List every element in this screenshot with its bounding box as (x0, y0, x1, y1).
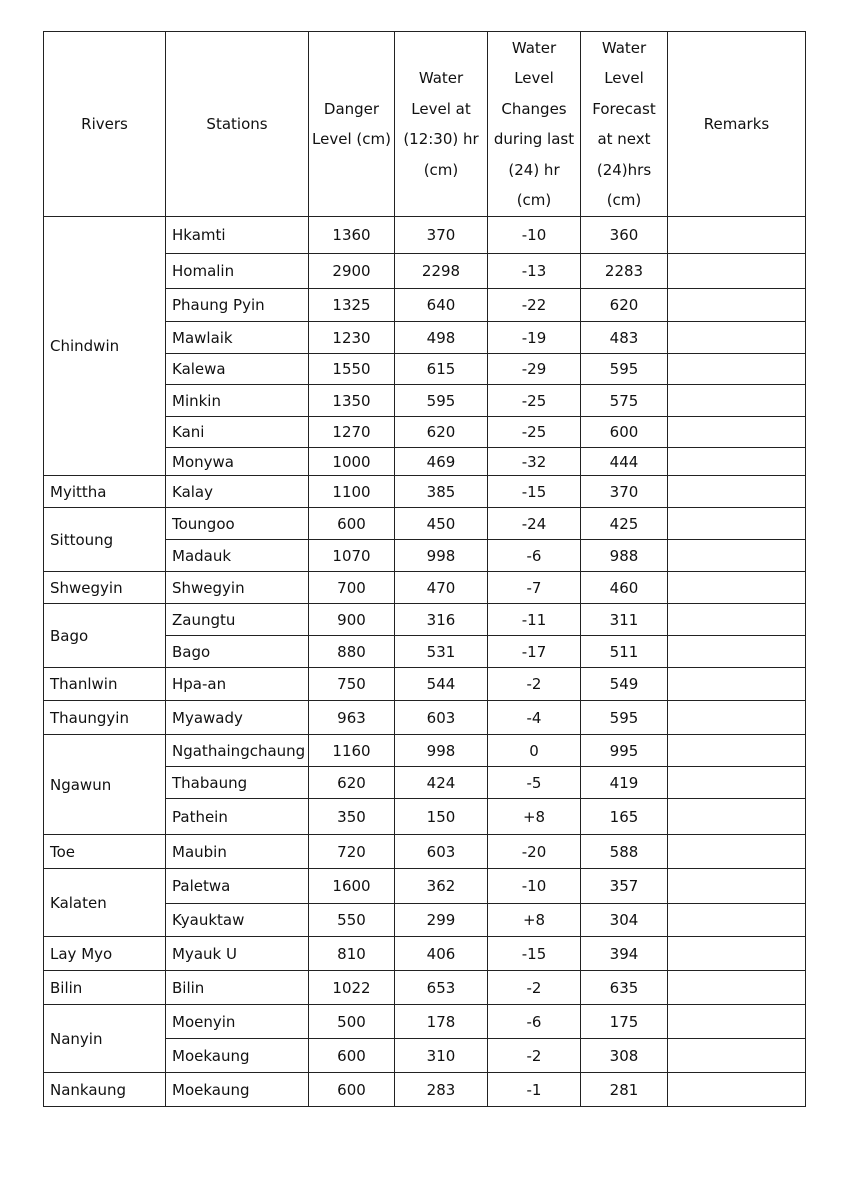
water-level-cell: 2298 (395, 254, 488, 289)
water-level-cell: 469 (395, 448, 488, 476)
station-cell: Bilin (166, 971, 309, 1005)
water-level-cell: 150 (395, 799, 488, 835)
station-cell: Moekaung (166, 1073, 309, 1107)
danger-level-cell: 600 (309, 508, 395, 540)
header-level-changes: Water Level Changes during last (24) hr (cm) (488, 32, 581, 217)
level-change-cell: -17 (488, 636, 581, 668)
level-change-cell: -11 (488, 604, 581, 636)
header-danger-level: Danger Level (cm) (309, 32, 395, 217)
level-change-cell: -6 (488, 540, 581, 572)
water-level-cell: 316 (395, 604, 488, 636)
level-change-cell: -32 (488, 448, 581, 476)
river-cell: Nanyin (44, 1005, 166, 1073)
remarks-cell (668, 1005, 806, 1039)
level-change-cell: -6 (488, 1005, 581, 1039)
remarks-cell (668, 385, 806, 417)
station-cell: Mawlaik (166, 322, 309, 354)
remarks-cell (668, 767, 806, 799)
forecast-cell: 165 (581, 799, 668, 835)
river-cell: Sittoung (44, 508, 166, 572)
level-change-cell: +8 (488, 904, 581, 937)
remarks-cell (668, 217, 806, 254)
water-level-cell: 653 (395, 971, 488, 1005)
danger-level-cell: 550 (309, 904, 395, 937)
station-cell: Hpa-an (166, 668, 309, 701)
water-level-cell: 385 (395, 476, 488, 508)
remarks-cell (668, 540, 806, 572)
forecast-cell: 600 (581, 417, 668, 448)
water-level-cell: 531 (395, 636, 488, 668)
level-change-cell: +8 (488, 799, 581, 835)
station-cell: Madauk (166, 540, 309, 572)
danger-level-cell: 1360 (309, 217, 395, 254)
water-level-cell: 498 (395, 322, 488, 354)
remarks-cell (668, 799, 806, 835)
forecast-cell: 460 (581, 572, 668, 604)
table-row (44, 572, 806, 604)
forecast-cell: 425 (581, 508, 668, 540)
water-level-cell: 283 (395, 1073, 488, 1107)
forecast-cell: 370 (581, 476, 668, 508)
water-level-cell: 362 (395, 869, 488, 904)
danger-level-cell: 1160 (309, 735, 395, 767)
station-cell: Moekaung (166, 1039, 309, 1073)
water-level-cell: 615 (395, 354, 488, 385)
danger-level-cell: 620 (309, 767, 395, 799)
danger-level-cell: 1270 (309, 417, 395, 448)
water-level-cell: 406 (395, 937, 488, 971)
remarks-cell (668, 835, 806, 869)
forecast-cell: 483 (581, 322, 668, 354)
river-cell: Thanlwin (44, 668, 166, 701)
water-level-cell: 544 (395, 668, 488, 701)
river-cell: Myittha (44, 476, 166, 508)
header-level-forecast: Water Level Forecast at next (24)hrs (cm) (581, 32, 668, 217)
danger-level-cell: 900 (309, 604, 395, 636)
forecast-cell: 360 (581, 217, 668, 254)
remarks-cell (668, 869, 806, 904)
remarks-cell (668, 476, 806, 508)
level-change-cell: 0 (488, 735, 581, 767)
danger-level-cell: 1000 (309, 448, 395, 476)
level-change-cell: -22 (488, 289, 581, 322)
remarks-cell (668, 417, 806, 448)
station-cell: Shwegyin (166, 572, 309, 604)
forecast-cell: 511 (581, 636, 668, 668)
station-cell: Kyauktaw (166, 904, 309, 937)
table-body (44, 217, 806, 1107)
forecast-cell: 995 (581, 735, 668, 767)
forecast-cell: 549 (581, 668, 668, 701)
forecast-cell: 620 (581, 289, 668, 322)
remarks-cell (668, 1039, 806, 1073)
level-change-cell: -24 (488, 508, 581, 540)
forecast-cell: 304 (581, 904, 668, 937)
station-cell: Myawady (166, 701, 309, 735)
water-level-cell: 424 (395, 767, 488, 799)
danger-level-cell: 1325 (309, 289, 395, 322)
station-cell: Homalin (166, 254, 309, 289)
remarks-cell (668, 1073, 806, 1107)
water-level-cell: 370 (395, 217, 488, 254)
level-change-cell: -15 (488, 476, 581, 508)
header-water-level: Water Level at (12:30) hr (cm) (395, 32, 488, 217)
forecast-cell: 595 (581, 701, 668, 735)
forecast-cell: 588 (581, 835, 668, 869)
header-rivers: Rivers (44, 32, 166, 217)
level-change-cell: -1 (488, 1073, 581, 1107)
station-cell: Zaungtu (166, 604, 309, 636)
remarks-cell (668, 254, 806, 289)
forecast-cell: 394 (581, 937, 668, 971)
water-level-cell: 998 (395, 735, 488, 767)
danger-level-cell: 1600 (309, 869, 395, 904)
station-cell: Monywa (166, 448, 309, 476)
danger-level-cell: 350 (309, 799, 395, 835)
forecast-cell: 281 (581, 1073, 668, 1107)
danger-level-cell: 810 (309, 937, 395, 971)
level-change-cell: -5 (488, 767, 581, 799)
level-change-cell: -19 (488, 322, 581, 354)
station-cell: Kalewa (166, 354, 309, 385)
water-level-cell: 603 (395, 701, 488, 735)
station-cell: Paletwa (166, 869, 309, 904)
forecast-cell: 175 (581, 1005, 668, 1039)
water-level-table (43, 31, 806, 1107)
level-change-cell: -2 (488, 1039, 581, 1073)
river-cell: Lay Myo (44, 937, 166, 971)
river-cell: Toe (44, 835, 166, 869)
forecast-cell: 419 (581, 767, 668, 799)
station-cell: Thabaung (166, 767, 309, 799)
danger-level-cell: 1022 (309, 971, 395, 1005)
danger-level-cell: 700 (309, 572, 395, 604)
table-row (44, 869, 806, 904)
remarks-cell (668, 448, 806, 476)
water-level-cell: 310 (395, 1039, 488, 1073)
station-cell: Phaung Pyin (166, 289, 309, 322)
table-row (44, 604, 806, 636)
station-cell: Kani (166, 417, 309, 448)
danger-level-cell: 963 (309, 701, 395, 735)
river-cell: Shwegyin (44, 572, 166, 604)
remarks-cell (668, 322, 806, 354)
danger-level-cell: 720 (309, 835, 395, 869)
station-cell: Toungoo (166, 508, 309, 540)
danger-level-cell: 1070 (309, 540, 395, 572)
table-row (44, 701, 806, 735)
forecast-cell: 635 (581, 971, 668, 1005)
station-cell: Kalay (166, 476, 309, 508)
station-cell: Myauk U (166, 937, 309, 971)
forecast-cell: 575 (581, 385, 668, 417)
danger-level-cell: 600 (309, 1073, 395, 1107)
level-change-cell: -13 (488, 254, 581, 289)
water-level-cell: 299 (395, 904, 488, 937)
danger-level-cell: 2900 (309, 254, 395, 289)
table-row (44, 668, 806, 701)
table-row (44, 735, 806, 767)
table-row (44, 1073, 806, 1107)
remarks-cell (668, 604, 806, 636)
table-row (44, 476, 806, 508)
danger-level-cell: 880 (309, 636, 395, 668)
water-level-cell: 470 (395, 572, 488, 604)
level-change-cell: -29 (488, 354, 581, 385)
level-change-cell: -2 (488, 668, 581, 701)
water-level-cell: 603 (395, 835, 488, 869)
river-cell: Ngawun (44, 735, 166, 835)
danger-level-cell: 1230 (309, 322, 395, 354)
level-change-cell: -2 (488, 971, 581, 1005)
remarks-cell (668, 668, 806, 701)
remarks-cell (668, 508, 806, 540)
water-level-cell: 640 (395, 289, 488, 322)
water-level-cell: 450 (395, 508, 488, 540)
level-change-cell: -25 (488, 385, 581, 417)
danger-level-cell: 1350 (309, 385, 395, 417)
level-change-cell: -15 (488, 937, 581, 971)
forecast-cell: 2283 (581, 254, 668, 289)
header-row (44, 32, 806, 217)
forecast-cell: 595 (581, 354, 668, 385)
river-cell: Thaungyin (44, 701, 166, 735)
station-cell: Ngathaingchaung (166, 735, 309, 767)
river-cell: Bago (44, 604, 166, 668)
water-level-cell: 178 (395, 1005, 488, 1039)
level-change-cell: -10 (488, 217, 581, 254)
river-cell: Bilin (44, 971, 166, 1005)
water-level-cell: 620 (395, 417, 488, 448)
water-level-cell: 595 (395, 385, 488, 417)
level-change-cell: -20 (488, 835, 581, 869)
level-change-cell: -7 (488, 572, 581, 604)
forecast-cell: 311 (581, 604, 668, 636)
level-change-cell: -10 (488, 869, 581, 904)
remarks-cell (668, 289, 806, 322)
danger-level-cell: 750 (309, 668, 395, 701)
water-level-cell: 998 (395, 540, 488, 572)
table-row (44, 835, 806, 869)
table-row (44, 1005, 806, 1039)
station-cell: Maubin (166, 835, 309, 869)
table-row (44, 217, 806, 254)
forecast-cell: 308 (581, 1039, 668, 1073)
danger-level-cell: 600 (309, 1039, 395, 1073)
level-change-cell: -25 (488, 417, 581, 448)
remarks-cell (668, 735, 806, 767)
river-cell: Kalaten (44, 869, 166, 937)
header-remarks: Remarks (668, 32, 806, 217)
station-cell: Hkamti (166, 217, 309, 254)
danger-level-cell: 1100 (309, 476, 395, 508)
forecast-cell: 988 (581, 540, 668, 572)
river-cell: Nankaung (44, 1073, 166, 1107)
danger-level-cell: 500 (309, 1005, 395, 1039)
station-cell: Bago (166, 636, 309, 668)
station-cell: Moenyin (166, 1005, 309, 1039)
river-cell: Chindwin (44, 217, 166, 476)
remarks-cell (668, 937, 806, 971)
remarks-cell (668, 904, 806, 937)
table-row (44, 971, 806, 1005)
remarks-cell (668, 636, 806, 668)
remarks-cell (668, 354, 806, 385)
station-cell: Minkin (166, 385, 309, 417)
remarks-cell (668, 971, 806, 1005)
table-row (44, 508, 806, 540)
table-row (44, 937, 806, 971)
danger-level-cell: 1550 (309, 354, 395, 385)
forecast-cell: 357 (581, 869, 668, 904)
forecast-cell: 444 (581, 448, 668, 476)
station-cell: Pathein (166, 799, 309, 835)
remarks-cell (668, 572, 806, 604)
level-change-cell: -4 (488, 701, 581, 735)
header-stations: Stations (166, 32, 309, 217)
remarks-cell (668, 701, 806, 735)
